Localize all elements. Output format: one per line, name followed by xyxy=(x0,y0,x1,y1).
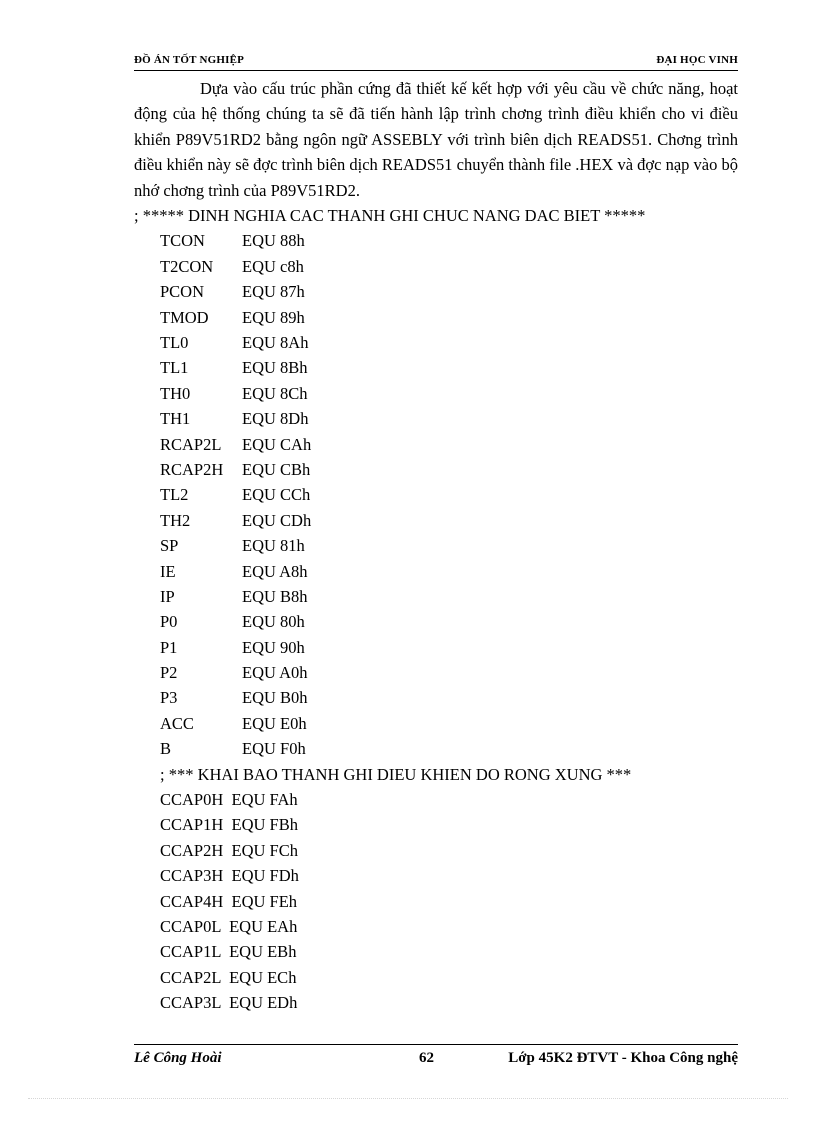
register-line: CCAP1L EQU EBh xyxy=(160,942,297,962)
definition-row xyxy=(134,330,738,355)
definition-row xyxy=(134,355,738,380)
definition-row xyxy=(134,965,738,990)
definition-row xyxy=(134,990,738,1015)
register-name: TH0 xyxy=(160,383,191,403)
register-address: EQU 81h xyxy=(242,536,305,556)
definition-row xyxy=(134,863,738,888)
header-left-title: ĐỒ ÁN TỐT NGHIỆP xyxy=(134,54,245,66)
definition-row xyxy=(134,432,738,457)
definition-row xyxy=(134,381,738,406)
register-name: TL1 xyxy=(160,358,189,378)
footer-divider xyxy=(134,1044,738,1045)
register-line: CCAP4H EQU FEh xyxy=(160,891,298,911)
register-name: TL2 xyxy=(160,485,189,505)
register-address: EQU 8Dh xyxy=(242,409,309,429)
register-address: EQU 8Ch xyxy=(242,383,308,403)
register-address: EQU 80h xyxy=(242,612,305,632)
page-number: 62 xyxy=(419,1050,434,1066)
register-name: SP xyxy=(160,536,179,556)
register-name: P1 xyxy=(160,637,178,657)
header-right-title: ĐẠI HỌC VINH xyxy=(656,54,738,66)
register-line: CCAP0H EQU FAh xyxy=(160,790,298,810)
register-name: P2 xyxy=(160,663,178,683)
register-name: RCAP2L xyxy=(160,434,222,454)
register-address: EQU 88h xyxy=(242,231,305,251)
register-name: IP xyxy=(160,586,175,606)
sfr-definition-list xyxy=(134,228,738,761)
register-name: RCAP2H xyxy=(160,459,224,479)
definition-row xyxy=(134,812,738,837)
register-address: EQU B8h xyxy=(242,586,308,606)
register-name: T2CON xyxy=(160,256,214,276)
register-address: EQU 89h xyxy=(242,307,305,327)
definition-row xyxy=(134,838,738,863)
register-address: EQU E0h xyxy=(242,713,307,733)
definition-row xyxy=(134,559,738,584)
register-address: EQU CCh xyxy=(242,485,311,505)
definition-row xyxy=(134,736,738,761)
register-address: EQU c8h xyxy=(242,256,304,276)
definition-row xyxy=(134,939,738,964)
definition-row xyxy=(134,508,738,533)
register-address: EQU 8Ah xyxy=(242,333,309,352)
definition-row xyxy=(134,228,738,253)
definition-row xyxy=(134,254,738,279)
sfr-comment: ; ***** DINH NGHIA CAC THANH GHI CHUC NANG DAC BIET ***** xyxy=(134,206,646,226)
register-name: PCON xyxy=(160,282,205,302)
page-header xyxy=(134,54,738,70)
register-name: TMOD xyxy=(160,307,209,327)
definition-row xyxy=(134,584,738,609)
register-name: ACC xyxy=(160,713,194,733)
register-name: IE xyxy=(160,561,176,581)
register-address: EQU 8Bh xyxy=(242,358,308,378)
intro-paragraph: Dựa vào cấu trúc phần cứng đã thiết kế kết hợp với yêu cầu về chức năng, hoạt động của hệ thống chúng ta sẽ đã tiến hành lập trình chơng trình điều khiển cho vi điều khiển P89V51RD2 bằng ngôn ngữ ASSEBLY với trình biên dịch READS51. Chơng trình điều khiển này sẽ đợc trình biên dịch READS51 chuyển thành file .HEX và đợc nạp vào bộ nhớ chơng trình của P89V51RD2. xyxy=(134,79,738,200)
register-name: P3 xyxy=(160,688,178,708)
register-line: CCAP2H EQU FCh xyxy=(160,840,298,860)
page-footer xyxy=(134,1050,738,1072)
register-line: CCAP3H EQU FDh xyxy=(160,866,299,886)
register-address: EQU CAh xyxy=(242,434,312,454)
register-address: EQU CDh xyxy=(242,510,312,530)
register-name: P0 xyxy=(160,612,178,632)
definition-row xyxy=(134,660,738,685)
register-address: EQU A0h xyxy=(242,663,308,683)
definition-row xyxy=(134,635,738,660)
footer-author: Lê Công Hoài xyxy=(134,1050,222,1066)
register-name: TL0 xyxy=(160,333,189,352)
register-line: CCAP2L EQU ECh xyxy=(160,967,297,987)
definition-row xyxy=(134,609,738,634)
register-name: TH2 xyxy=(160,510,191,530)
register-line: CCAP3L EQU EDh xyxy=(160,993,298,1013)
definition-row xyxy=(134,889,738,914)
footer-class: Lớp 45K2 ĐTVT - Khoa Công nghệ xyxy=(508,1050,738,1066)
header-divider xyxy=(134,70,738,71)
definition-row xyxy=(134,787,738,812)
register-address: EQU F0h xyxy=(242,739,306,759)
definition-row xyxy=(134,711,738,736)
register-address: EQU CBh xyxy=(242,459,311,479)
definition-row xyxy=(134,482,738,507)
definition-row xyxy=(134,305,738,330)
register-line: CCAP0L EQU EAh xyxy=(160,917,298,936)
definition-row xyxy=(134,406,738,431)
definition-row xyxy=(134,914,738,939)
register-name: TCON xyxy=(160,231,205,251)
pwm-comment: ; *** KHAI BAO THANH GHI DIEU KHIEN DO RONG XUNG *** xyxy=(160,764,632,784)
register-line: CCAP1H EQU FBh xyxy=(160,815,298,835)
register-address: EQU 90h xyxy=(242,637,305,657)
definition-row xyxy=(134,533,738,558)
register-address: EQU 87h xyxy=(242,282,305,302)
page-bottom-border xyxy=(28,1098,788,1099)
definition-row xyxy=(134,457,738,482)
register-name: B xyxy=(160,739,172,759)
definition-row xyxy=(134,279,738,304)
page-body xyxy=(134,76,738,1016)
definition-row xyxy=(134,685,738,710)
register-name: TH1 xyxy=(160,409,191,429)
register-address: EQU B0h xyxy=(242,688,308,708)
register-address: EQU A8h xyxy=(242,561,308,581)
pwm-definition-list xyxy=(134,787,738,1016)
